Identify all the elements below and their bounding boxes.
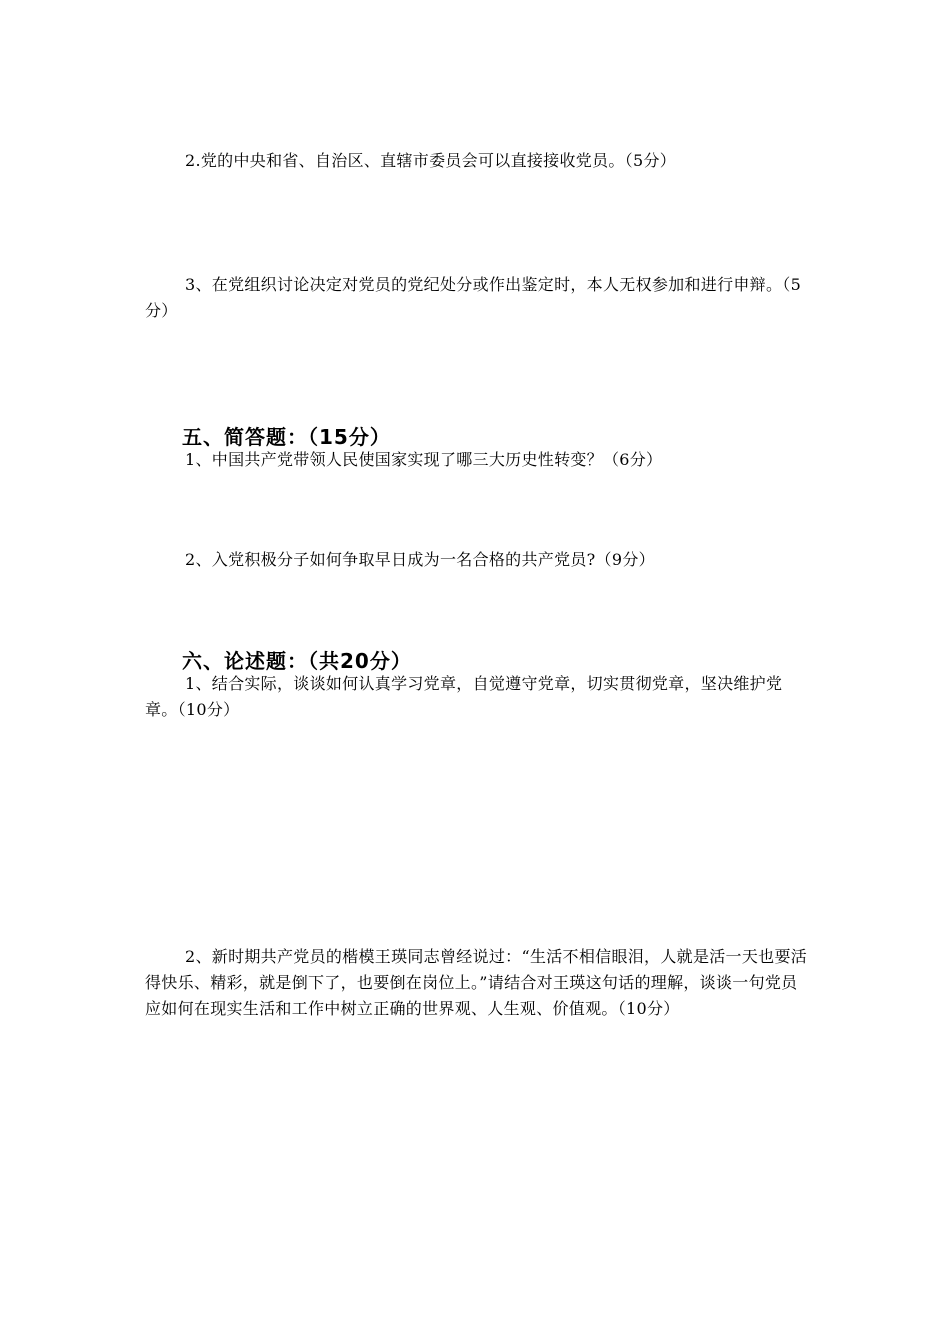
question-4-2 — [145, 148, 810, 174]
question-6-2 — [145, 944, 810, 1022]
section-6-heading: 六、论述题：（共20分） — [182, 649, 412, 673]
question-6-1 — [145, 671, 810, 723]
question-text: 2.党的中央和省、自治区、直辖市委员会可以直接接收党员。（5分） — [185, 151, 677, 170]
question-5-1 — [145, 447, 810, 473]
question-text: 1、结合实际，谈谈如何认真学习党章，自觉遵守党章，切实贯彻党章，坚决维护党章。（10分） — [145, 674, 783, 719]
question-text: 3、在党组织讨论决定对党员的党纪处分或作出鉴定时，本人无权参加和进行申辩。（5分） — [145, 275, 802, 320]
section-5-heading: 五、简答题：（15分） — [182, 425, 391, 449]
question-text: 1、中国共产党带领人民使国家实现了哪三大历史性转变？（6分） — [185, 450, 663, 469]
question-text: 2、入党积极分子如何争取早日成为一名合格的共产党员?（9分） — [185, 550, 655, 569]
question-4-3 — [145, 272, 810, 324]
question-5-2 — [145, 547, 810, 573]
question-text: 2、新时期共产党员的楷模王瑛同志曾经说过：“生活不相信眼泪，人就是活一天也要活得快乐、精彩，就是倒下了，也要倒在岗位上。”请结合对王瑛这句话的理解，谈谈一句党员应如何在现实生活和工作中树立正确的世界观、人生观、价值观。（10分） — [145, 947, 808, 1018]
